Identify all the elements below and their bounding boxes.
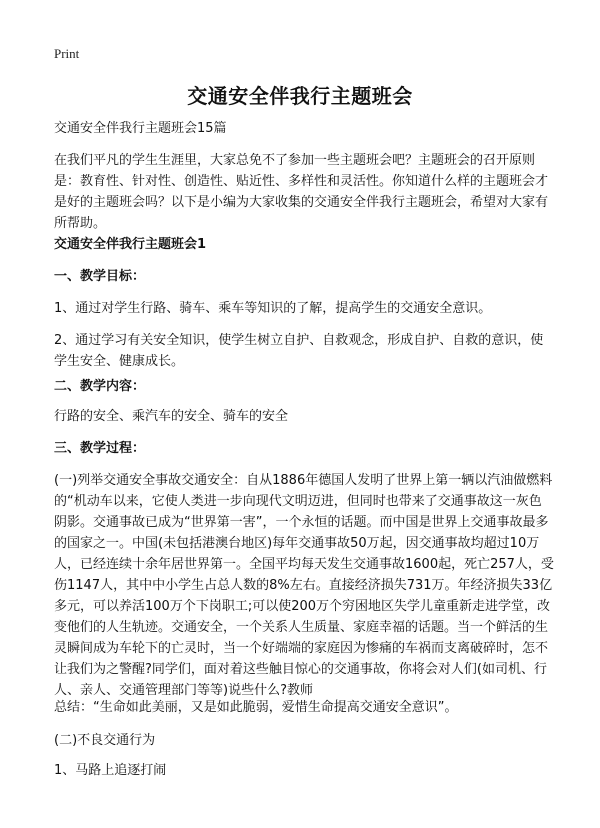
summary-paragraph: 总结：“生命如此美丽，又是如此脆弱，爱惜生命提高交通安全意识”。 (54, 700, 458, 715)
document-subtitle: 交通安全伴我行主题班会15篇 (54, 121, 227, 136)
content-text: 行路的安全、乘汽车的安全、骑车的安全 (54, 409, 289, 424)
goal-item-1: 1、通过对学生行路、骑车、乘车等知识的了解，提高学生的交通安全意识。 (54, 301, 492, 316)
content-heading: 二、教学内容： (54, 379, 146, 394)
process-paragraph: (一)列举交通安全事故交通安全：自从1886年德国人发明了世界上第一辆以汽油做燃料的“机动车以来，它使人类进一步向现代文明迈进，但同时也带来了交通事故这一灰色阴影。交通事故已成为“世界第一害”，一个永恒的话题。而中国是世界上交通事故最多的国家之一。中国(未包括港澳台地区)每年交通事故50万起，因交通事故均超过10万人，已经连续十余年居世界第一。全国平均每天发生交通事故1600起，死亡257人，受伤1147人，其中中小学生占总人数的8%左右。直接经济损失731万。年经济损失33亿多元，可以养活100万个下岗职工;可以使200万个穷困地区失学儿童重新走进学堂，改变他们的人生轨迹。交通安全，一个关系人生质量、家庭幸福的话题。当一个鲜活的生灵瞬间成为车轮下的亡灵时，当一个好端端的家庭因为惨痛的车祸而支离破碎时，怎不让我们为之警醒?同学们，面对着这些触目惊心的交通事故，你将会对人们(如司机、行人、亲人、交通管理部门等等)说些什么?教师 (54, 473, 554, 698)
section-title: 交通安全伴我行主题班会1 (54, 237, 207, 252)
bad-behavior-item-1: 1、马路上追逐打闹 (54, 763, 167, 778)
goal-item-2: 2、通过学习有关安全知识，使学生树立自护、自救观念，形成自护、自救的意识，使学生安全、健康成长。 (54, 333, 544, 369)
process-heading: 三、教学过程： (54, 441, 146, 456)
intro-paragraph: 在我们平凡的学生生涯里，大家总免不了参加一些主题班会吧？主题班会的召开原则是：教育性、针对性、创造性、贴近性、多样性和灵活性。你知道什么样的主题班会才是好的主题班会吗？以下是小编为大家收集的交通安全伴我行主题班会，希望对大家有所帮助。 (54, 153, 549, 231)
bad-behavior-heading: (二)不良交通行为 (54, 733, 156, 748)
print-label: Print (54, 46, 80, 61)
document-title: 交通安全伴我行主题班会 (187, 84, 413, 108)
goal-heading: 一、教学目标： (54, 269, 146, 284)
